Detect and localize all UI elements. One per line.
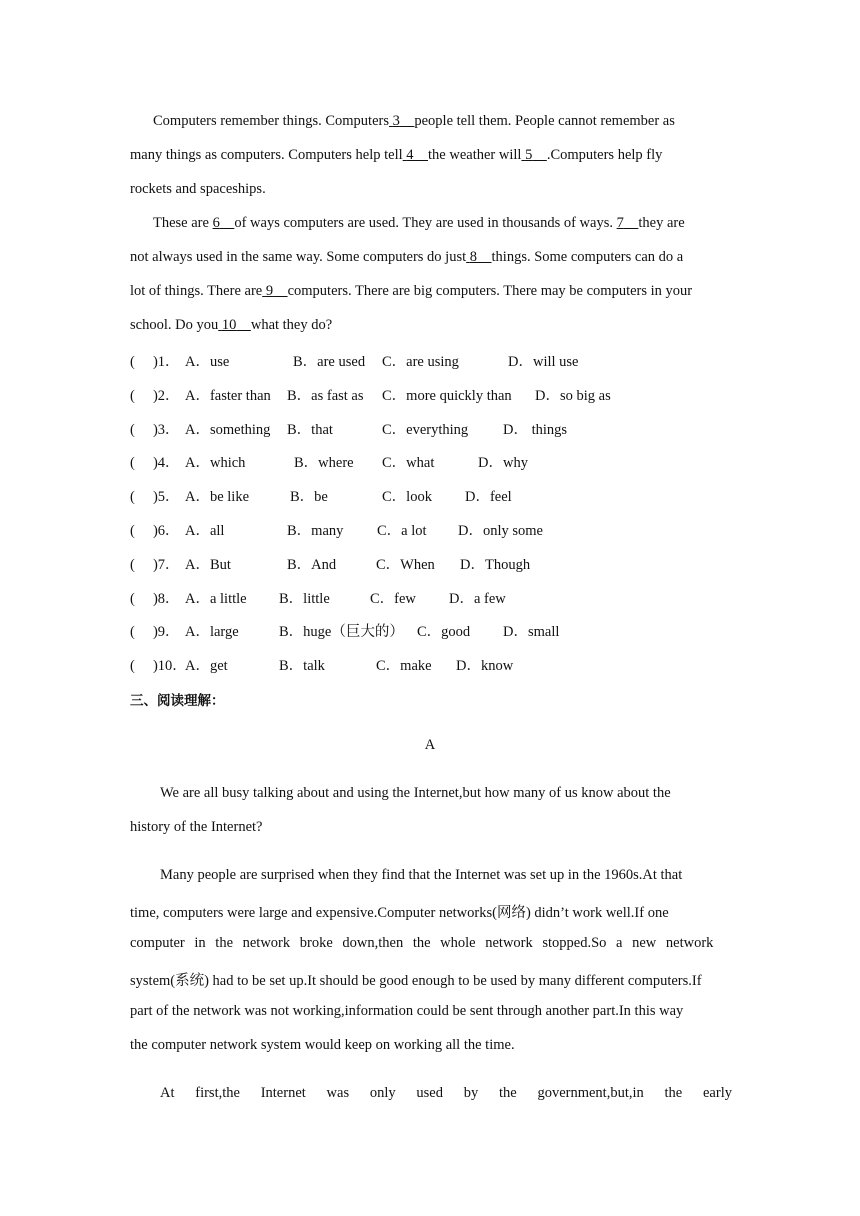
- blank-4: 4: [406, 147, 414, 163]
- reading-line: system(系统) had to be set up.It should be good enough to be used by many different computers.If: [130, 973, 702, 989]
- question-number: ( )9．: [130, 624, 180, 641]
- word: Internet: [260, 1085, 306, 1101]
- question-number: ( )5．: [130, 489, 180, 506]
- option-c: C．few: [370, 590, 416, 607]
- option-d: D． things: [503, 421, 568, 438]
- option-d: D．will use: [508, 354, 579, 370]
- word: by: [463, 1085, 479, 1101]
- option-c: C．are using: [382, 354, 459, 370]
- option-c: C．good: [417, 624, 471, 641]
- section-heading: 三、阅读理解：: [130, 693, 225, 709]
- blank-6: 6: [212, 215, 220, 231]
- option-b: B．And: [287, 556, 337, 573]
- reading-line: history of the Internet?: [130, 819, 263, 835]
- option-b: B．are used: [293, 354, 366, 370]
- word: the: [664, 1085, 683, 1101]
- option-b: B．as fast as: [287, 387, 364, 404]
- option-d: D．know: [456, 658, 514, 675]
- option-a: A．use: [185, 354, 230, 370]
- option-a: A．a little: [185, 590, 247, 607]
- option-c: C．When: [376, 556, 435, 573]
- word: first,the: [195, 1085, 240, 1101]
- word: the: [498, 1085, 517, 1101]
- reading-line: We are all busy talking about and using the Internet,but how many of us know about the: [160, 785, 671, 801]
- reading-line: part of the network was not working,information could be sent through another part.In this way: [130, 1003, 684, 1019]
- option-c: C．a lot: [377, 523, 427, 539]
- blank-5: 5: [525, 147, 533, 163]
- reading-line: time, computers were large and expensive.Computer networks(网络) didn’t work well.If one: [130, 905, 669, 921]
- cloze-line: school. Do you 10 what they do?: [130, 317, 333, 333]
- option-b: B．huge（巨大的）: [279, 624, 404, 641]
- cloze-line: many things as computers. Computers help tell 4 the weather will 5 .Computers help fly: [130, 147, 663, 163]
- blank-3: 3: [392, 113, 400, 129]
- word: At: [160, 1085, 175, 1101]
- option-c: C．look: [382, 489, 432, 506]
- option-d: D．a few: [449, 590, 506, 607]
- passage-label: A: [424, 737, 436, 753]
- option-c: C．everything: [382, 421, 469, 438]
- option-c: C．more quickly than: [382, 387, 512, 404]
- reading-line-spread: [160, 1085, 732, 1102]
- cloze-line: not always used in the same way. Some computers do just 8 things. Some computers can do a: [130, 249, 684, 265]
- option-b: B．be: [290, 489, 328, 506]
- option-d: D．small: [503, 624, 560, 641]
- option-d: D．only some: [458, 523, 543, 539]
- option-d: D．why: [478, 455, 528, 472]
- cloze-line: These are 6 of ways computers are used. They are used in thousands of ways. 7 they are: [153, 215, 685, 231]
- option-b: B．that: [287, 421, 333, 438]
- word: used: [416, 1085, 443, 1101]
- question-number: ( )4．: [130, 455, 180, 472]
- option-d: D．so big as: [535, 387, 611, 404]
- blank-9: 9: [265, 283, 274, 299]
- cloze-line: rockets and spaceships.: [130, 181, 266, 197]
- blank-8: 8: [469, 249, 478, 265]
- option-a: A．get: [185, 658, 228, 675]
- question-number: ( )2．: [130, 387, 180, 404]
- option-b: B．where: [294, 455, 354, 472]
- option-a: A．But: [185, 556, 231, 573]
- option-a: A．large: [185, 624, 239, 641]
- option-a: A．all: [185, 523, 225, 539]
- option-c: C．make: [376, 658, 432, 675]
- word: early: [703, 1085, 732, 1101]
- question-number: ( )6．: [130, 523, 180, 539]
- question-number: ( )8．: [130, 590, 180, 607]
- reading-line: Many people are surprised when they find that the Internet was set up in the 1960s.At that: [160, 867, 683, 883]
- option-a: A．something: [185, 421, 271, 438]
- reading-line: the computer network system would keep on working all the time.: [130, 1037, 515, 1053]
- option-b: B．talk: [279, 658, 325, 675]
- question-number: ( )7．: [130, 556, 180, 573]
- blank-7: 7: [616, 215, 624, 231]
- option-b: B．little: [279, 590, 330, 607]
- question-number: ( )3．: [130, 421, 180, 438]
- option-a: A．which: [185, 455, 246, 472]
- option-d: D．feel: [465, 489, 512, 506]
- cloze-line: Computers remember things. Computers 3 people tell them. People cannot remember as: [153, 113, 675, 129]
- word: was: [326, 1085, 350, 1101]
- question-number: ( )1．: [130, 354, 180, 370]
- question-number: ( )10．: [130, 658, 187, 675]
- word: only: [369, 1085, 396, 1101]
- cloze-line: lot of things. There are 9 computers. There are big computers. There may be computers in your: [130, 283, 693, 299]
- option-b: B．many: [287, 523, 344, 539]
- option-a: A．faster than: [185, 387, 271, 404]
- option-d: D．Though: [460, 556, 531, 573]
- blank-10: 10: [221, 317, 237, 333]
- word: government,but,in: [537, 1085, 644, 1101]
- option-a: A．be like: [185, 489, 250, 506]
- option-c: C．what: [382, 455, 435, 472]
- reading-line: computer in the network broke down,then the whole network stopped.So a new network: [130, 935, 714, 951]
